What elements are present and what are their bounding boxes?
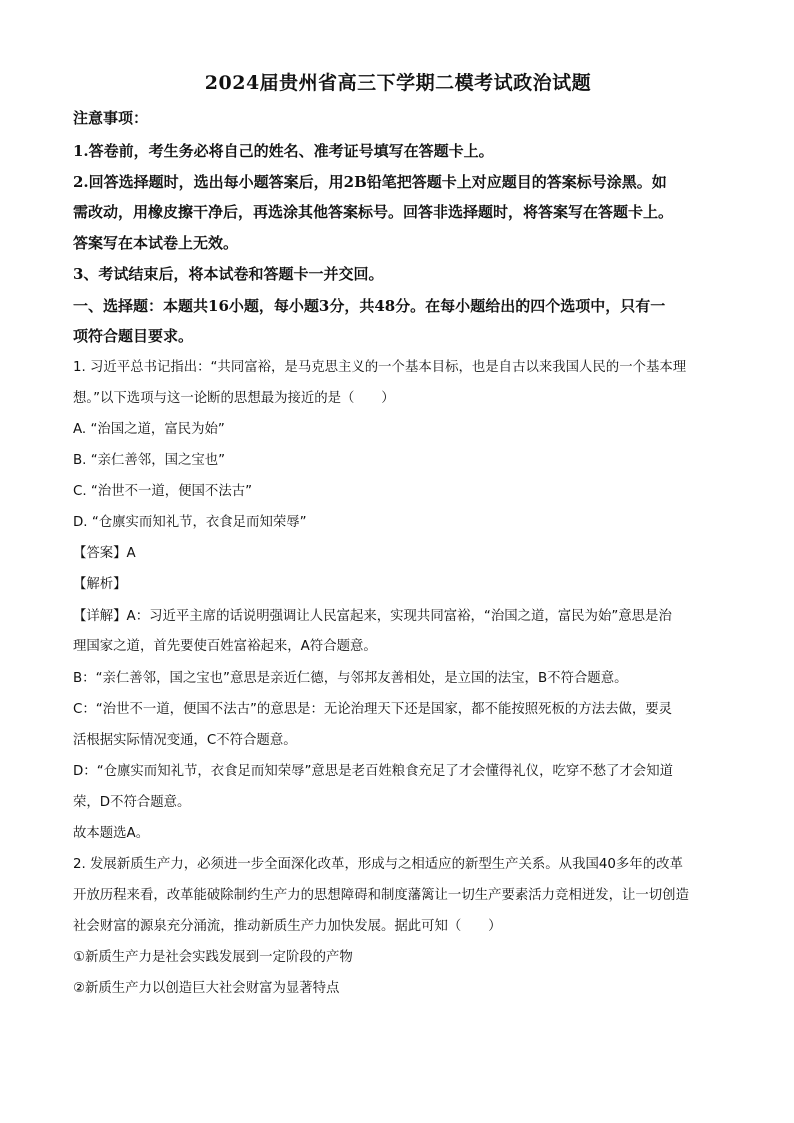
q1-detail-line-1: 【详解】A：习近平主席的话说明强调让人民富起来，实现共同富裕，“治国之道，富民为始”意思是治 xyxy=(73,609,672,624)
q1-analysis-heading: 【解析】 xyxy=(73,577,127,592)
page-title: 2024届贵州省高三下学期二模考试政治试题 xyxy=(204,72,592,94)
section-heading-line-2: 项符合题目要求。 xyxy=(73,327,194,345)
q2-stem-line-3: 社会财富的源泉充分涌流，推动新质生产力加快发展。据此可知（ ） xyxy=(73,919,502,934)
q1-explain-d-line-1: D：“仓廪实而知礼节，衣食足而知荣辱”意思是老百姓粮食充足了才会懂得礼仪，吃穿不愁了才会知道 xyxy=(73,764,673,779)
q1-explain-b: B：“亲仁善邻，国之宝也”意思是亲近仁德，与邻邦友善相处，是立国的法宝，B不符合题意。 xyxy=(73,671,628,686)
q1-explain-c-line-2: 活根据实际情况变通，C不符合题意。 xyxy=(73,733,297,748)
notice-item-2-line-2: 需改动，用橡皮擦干净后，再选涂其他答案标号。回答非选择题时，将答案写在答题卡上。 xyxy=(73,203,674,221)
notice-heading: 注意事项： xyxy=(73,109,149,127)
q2-option-2: ②新质生产力以创造巨大社会财富为显著特点 xyxy=(73,981,340,996)
q1-conclusion: 故本题选A。 xyxy=(73,826,150,841)
notice-item-2-line-1: 2.回答选择题时，选出每小题答案后，用2B铅笔把答题卡上对应题目的答案标号涂黑。如 xyxy=(73,173,667,191)
q1-stem-line-1: 1. 习近平总书记指出：“共同富裕，是马克思主义的一个基本目标，也是自古以来我国人民的一个基本理 xyxy=(73,360,687,375)
q1-detail-line-2: 理国家之道，首先要使百姓富裕起来，A符合题意。 xyxy=(73,639,377,654)
q1-explain-c-line-1: C：“治世不一道，便国不法古”的意思是：无论治理天下还是国家，都不能按照死板的方法去做，要灵 xyxy=(73,702,673,717)
q1-option-d: D. “仓廪实而知礼节，衣食足而知荣辱” xyxy=(73,515,307,530)
notice-item-2-line-3: 答案写在本试卷上无效。 xyxy=(73,234,239,252)
q2-option-1: ①新质生产力是社会实践发展到一定阶段的产物 xyxy=(73,950,353,965)
q1-option-b: B. “亲仁善邻，国之宝也” xyxy=(73,453,226,468)
q1-explain-d-line-2: 荣，D不符合题意。 xyxy=(73,795,191,810)
q1-option-c: C. “治世不一道，便国不法古” xyxy=(73,484,253,499)
q2-stem-line-1: 2. 发展新质生产力，必须进一步全面深化改革，形成与之相适应的新型生产关系。从我国40多年的改革 xyxy=(73,857,683,872)
q1-answer: 【答案】A xyxy=(73,546,136,561)
q1-option-a: A. “治国之道，富民为始” xyxy=(73,422,225,437)
q1-stem-line-2: 想。”以下选项与这一论断的思想最为接近的是（ ） xyxy=(73,391,395,406)
section-heading-line-1: 一、选择题：本题共16小题，每小题3分，共48分。在每小题给出的四个选项中，只有一 xyxy=(73,297,666,315)
notice-item-3: 3、考试结束后，将本试卷和答题卡一并交回。 xyxy=(73,265,384,283)
q2-stem-line-2: 开放历程来看，改革能破除制约生产力的思想障碍和制度藩篱让一切生产要素活力竞相迸发，让一切创造 xyxy=(73,888,689,903)
notice-item-1: 1.答卷前，考生务必将自己的姓名、准考证号填写在答题卡上。 xyxy=(73,142,494,160)
